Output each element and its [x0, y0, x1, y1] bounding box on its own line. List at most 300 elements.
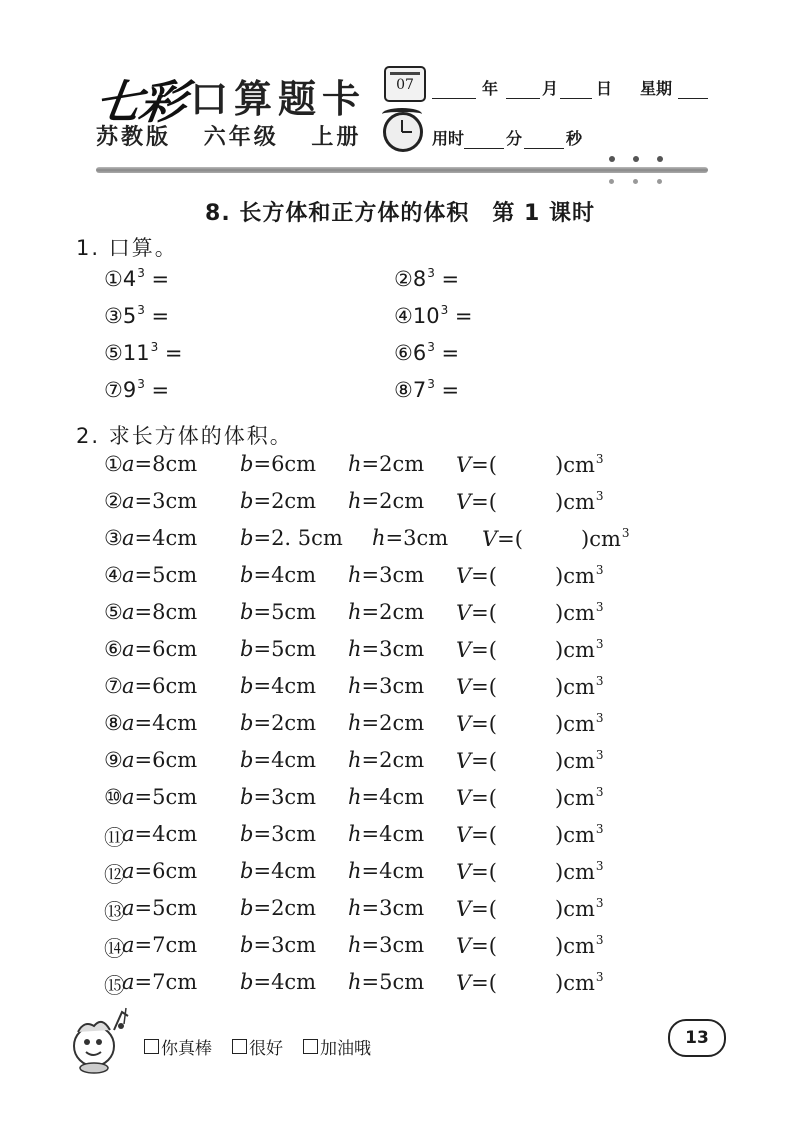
equals-sign: = [134, 896, 153, 920]
problem-number: ⑨ [104, 748, 123, 772]
dimension-value: 3cm [271, 822, 317, 846]
dimension-h [348, 563, 424, 587]
equals-sign: = [361, 822, 380, 846]
open-paren: ( [488, 897, 497, 921]
equals-sign: = [253, 933, 272, 957]
unit-cm: cm [563, 490, 595, 514]
dimension-h [348, 637, 424, 661]
unit-exponent: 3 [595, 489, 604, 503]
volume-answer [456, 637, 604, 662]
variable-a: a [122, 452, 135, 476]
dimension-value: 2cm [271, 896, 317, 920]
dimension-a [122, 711, 197, 735]
unit-exponent: 3 [595, 896, 604, 910]
variable-h: h [348, 711, 362, 735]
problem-number: ② [104, 489, 123, 513]
dimension-b [240, 859, 316, 883]
checkbox-icon[interactable] [232, 1039, 247, 1054]
power-exponent: 3 [137, 303, 145, 317]
variable-V: V [456, 823, 472, 847]
variable-V: V [456, 897, 472, 921]
dimension-a [122, 452, 197, 476]
unit-cm: cm [589, 527, 621, 551]
unit-exponent: 3 [595, 452, 604, 466]
open-paren: ( [488, 453, 497, 477]
equals-sign: = [134, 748, 153, 772]
open-paren: ( [488, 564, 497, 588]
dimension-h [348, 452, 424, 476]
problem-number: ⑮ [104, 974, 125, 998]
equals-sign: = [134, 859, 153, 883]
dimension-value: 4cm [152, 526, 198, 550]
equals-sign: = [361, 452, 380, 476]
power-base: 7 [412, 378, 427, 402]
problem-number: ④ [394, 304, 413, 328]
dimension-a [122, 563, 197, 587]
month-label: 月 [542, 79, 559, 98]
variable-b: b [240, 785, 254, 809]
equals-sign: = [253, 711, 272, 735]
variable-a: a [122, 970, 135, 994]
variable-b: b [240, 674, 254, 698]
dimension-value: 3cm [379, 933, 425, 957]
dimension-b [240, 896, 316, 920]
eval-great[interactable] [144, 1034, 212, 1059]
dimension-h [348, 748, 424, 772]
eval-good-label: 很好 [249, 1039, 283, 1059]
variable-b: b [240, 748, 254, 772]
dimension-b [240, 822, 316, 846]
unit-cm: cm [563, 675, 595, 699]
open-paren: ( [488, 860, 497, 884]
equals-sign: = [253, 526, 272, 550]
dimension-h [348, 896, 424, 920]
equals-sign: = [361, 859, 380, 883]
open-paren: ( [488, 934, 497, 958]
equals-sign: = [253, 600, 272, 624]
variable-b: b [240, 563, 254, 587]
edition-info [96, 120, 383, 151]
dimension-h [348, 785, 424, 809]
unit-exponent: 3 [595, 563, 604, 577]
dimension-h [348, 600, 424, 624]
variable-h: h [372, 526, 386, 550]
close-paren: ) [554, 601, 564, 625]
unit-exponent: 3 [595, 711, 604, 725]
open-paren: ( [488, 675, 497, 699]
dimension-a [122, 933, 197, 957]
variable-a: a [122, 711, 135, 735]
dimension-h [348, 970, 424, 994]
unit-exponent: 3 [595, 822, 604, 836]
dimension-b [240, 489, 316, 513]
dimension-value: 2. 5cm [271, 526, 343, 550]
open-paren: ( [488, 490, 497, 514]
unit-cm: cm [563, 749, 595, 773]
brand-logo: 七彩 [91, 75, 188, 129]
equals-sign: = [497, 527, 515, 551]
unit-cm: cm [563, 453, 595, 477]
dimension-h [372, 526, 448, 550]
variable-h: h [348, 674, 362, 698]
equals-sign: = [471, 638, 489, 662]
variable-b: b [240, 452, 254, 476]
close-paren: ) [554, 638, 564, 662]
volume-answer [456, 711, 604, 736]
unit-exponent: 3 [595, 970, 604, 984]
power-exponent: 3 [427, 377, 435, 391]
edition-publisher: 苏教版 [96, 125, 172, 150]
time-used-label: 用时 [432, 129, 465, 148]
dimension-value: 7cm [152, 933, 198, 957]
variable-b: b [240, 489, 254, 513]
equals-sign: = [158, 341, 183, 365]
dimension-a [122, 600, 197, 624]
edition-grade: 六年级 [203, 125, 279, 150]
equals-sign: = [253, 896, 272, 920]
q1-problem [394, 266, 459, 291]
problem-number: ③ [104, 304, 123, 328]
equals-sign: = [134, 489, 153, 513]
power-exponent: 3 [440, 303, 449, 317]
equals-sign: = [471, 897, 489, 921]
close-paren: ) [554, 934, 564, 958]
unit-cm: cm [563, 860, 595, 884]
problem-number: ① [104, 267, 123, 291]
close-paren: ) [554, 860, 564, 884]
open-paren: ( [488, 601, 497, 625]
dimension-b [240, 637, 316, 661]
dimension-a [122, 785, 197, 809]
problem-number: ④ [104, 563, 123, 587]
eval-good[interactable] [232, 1034, 283, 1059]
problem-number: ⑫ [104, 863, 125, 887]
minute-blank[interactable] [464, 132, 504, 149]
open-paren: ( [488, 786, 497, 810]
eval-great-label: 你真棒 [161, 1039, 212, 1059]
dimension-b [240, 674, 316, 698]
variable-a: a [122, 563, 135, 587]
open-paren: ( [488, 971, 497, 995]
unit-cm: cm [563, 601, 595, 625]
volume-answer [456, 674, 604, 699]
problem-number: ⑥ [104, 637, 123, 661]
variable-h: h [348, 563, 362, 587]
dimension-value: 2cm [271, 489, 317, 513]
q1-problem [394, 340, 459, 365]
problem-number: ⑭ [104, 937, 125, 961]
dimension-a [122, 896, 197, 920]
dimension-b [240, 748, 316, 772]
equals-sign: = [134, 563, 153, 587]
unit-exponent: 3 [595, 859, 604, 873]
unit-exponent: 3 [595, 748, 604, 762]
variable-b: b [240, 896, 254, 920]
equals-sign: = [144, 304, 170, 328]
variable-a: a [122, 526, 135, 550]
variable-h: h [348, 859, 362, 883]
variable-h: h [348, 896, 362, 920]
problem-number: ⑤ [104, 341, 123, 365]
power-exponent: 3 [150, 340, 159, 354]
dimension-value: 3cm [379, 637, 425, 661]
equals-sign: = [134, 822, 153, 846]
problem-number: ⑥ [394, 341, 413, 365]
equals-sign: = [253, 452, 272, 476]
equals-sign: = [471, 860, 489, 884]
dimension-value: 6cm [152, 674, 198, 698]
calendar-icon [384, 66, 426, 102]
day-blank[interactable] [560, 82, 592, 99]
equals-sign: = [361, 489, 380, 513]
variable-h: h [348, 785, 362, 809]
second-blank[interactable] [524, 132, 564, 149]
dimension-value: 2cm [379, 748, 425, 772]
equals-sign: = [471, 971, 489, 995]
dimension-value: 4cm [271, 859, 317, 883]
equals-sign: = [361, 563, 380, 587]
equals-sign: = [144, 378, 170, 402]
problem-number: ⑦ [104, 378, 123, 402]
dimension-b [240, 711, 316, 735]
dimension-h [348, 711, 424, 735]
minute-label: 分 [506, 129, 523, 148]
problem-number: ⑪ [104, 826, 125, 850]
second-label: 秒 [566, 129, 583, 148]
dimension-value: 5cm [271, 637, 317, 661]
month-blank[interactable] [506, 82, 540, 99]
variable-b: b [240, 970, 254, 994]
calendar-day: 07 [396, 77, 414, 93]
problem-number: ⑧ [104, 711, 123, 735]
variable-b: b [240, 822, 254, 846]
dimension-value: 3cm [379, 896, 425, 920]
year-blank[interactable] [432, 82, 476, 99]
equals-sign: = [471, 786, 489, 810]
dimension-h [348, 933, 424, 957]
close-paren: ) [554, 712, 564, 736]
volume-answer [456, 748, 604, 773]
dimension-b [240, 526, 343, 550]
volume-answer [456, 489, 604, 514]
equals-sign: = [253, 785, 272, 809]
dimension-value: 3cm [271, 933, 317, 957]
unit-cm: cm [563, 934, 595, 958]
problem-number: ⑤ [104, 600, 123, 624]
variable-a: a [122, 859, 135, 883]
dimension-value: 4cm [379, 785, 425, 809]
volume-answer [456, 452, 604, 477]
equals-sign: = [434, 341, 460, 365]
power-base: 8 [412, 267, 427, 291]
dimension-b [240, 933, 316, 957]
dimension-value: 5cm [271, 600, 317, 624]
close-paren: ) [554, 786, 564, 810]
dimension-value: 4cm [379, 859, 425, 883]
variable-h: h [348, 970, 362, 994]
volume-answer [456, 896, 604, 921]
dimension-value: 5cm [152, 785, 198, 809]
close-paren: ) [554, 675, 564, 699]
equals-sign: = [361, 674, 380, 698]
variable-b: b [240, 526, 254, 550]
close-paren: ) [554, 971, 564, 995]
variable-a: a [122, 600, 135, 624]
variable-b: b [240, 637, 254, 661]
variable-b: b [240, 711, 254, 735]
equals-sign: = [434, 267, 460, 291]
clock-icon [383, 112, 423, 152]
q1-problem [394, 303, 472, 328]
equals-sign: = [471, 675, 489, 699]
checkbox-icon[interactable] [303, 1039, 318, 1054]
page-number: 13 [668, 1019, 726, 1057]
dimension-value: 4cm [271, 970, 317, 994]
variable-b: b [240, 933, 254, 957]
problem-number: ⑦ [104, 674, 123, 698]
equals-sign: = [134, 637, 153, 661]
open-paren: ( [488, 712, 497, 736]
equals-sign: = [134, 711, 153, 735]
equals-sign: = [471, 823, 489, 847]
variable-h: h [348, 933, 362, 957]
equals-sign: = [253, 563, 272, 587]
variable-a: a [122, 896, 135, 920]
open-paren: ( [488, 823, 497, 847]
power-base: 4 [122, 267, 137, 291]
dimension-value: 6cm [152, 637, 198, 661]
power-base: 5 [122, 304, 137, 328]
unit-exponent: 3 [595, 933, 604, 947]
power-exponent: 3 [427, 340, 435, 354]
volume-answer [456, 600, 604, 625]
equals-sign: = [471, 490, 489, 514]
equals-sign: = [471, 749, 489, 773]
dimension-h [348, 674, 424, 698]
unit-cm: cm [563, 823, 595, 847]
dimension-value: 3cm [271, 785, 317, 809]
variable-V: V [456, 490, 472, 514]
checkbox-icon[interactable] [144, 1039, 159, 1054]
lesson-title: 8. 长方体和正方体的体积 第 1 课时 [205, 201, 595, 226]
dimension-value: 4cm [271, 674, 317, 698]
power-exponent: 3 [427, 266, 435, 280]
dimension-value: 8cm [152, 600, 198, 624]
equals-sign: = [471, 712, 489, 736]
year-label: 年 [482, 79, 499, 98]
problem-number: ② [394, 267, 413, 291]
q1-problem [104, 266, 169, 291]
dimension-value: 4cm [271, 748, 317, 772]
problem-number: ⑧ [394, 378, 413, 402]
problem-number: ③ [104, 526, 123, 550]
variable-V: V [456, 675, 472, 699]
problem-number: ⑬ [104, 900, 125, 924]
unit-cm: cm [563, 638, 595, 662]
variable-a: a [122, 748, 135, 772]
dimension-a [122, 674, 197, 698]
self-evaluation [144, 1034, 371, 1059]
unit-cm: cm [563, 786, 595, 810]
unit-cm: cm [563, 712, 595, 736]
equals-sign: = [134, 452, 153, 476]
equals-sign: = [253, 674, 272, 698]
power-base: 9 [122, 378, 137, 402]
equals-sign: = [253, 970, 272, 994]
variable-V: V [456, 601, 472, 625]
q1-problem [394, 377, 459, 402]
dimension-value: 4cm [271, 563, 317, 587]
q1-title: 1. 口算。 [76, 236, 178, 260]
equals-sign: = [144, 267, 170, 291]
dimension-a [122, 859, 197, 883]
weekday-label: 星期 [640, 79, 673, 98]
dimension-value: 4cm [152, 822, 198, 846]
equals-sign: = [134, 674, 153, 698]
variable-h: h [348, 600, 362, 624]
power-exponent: 3 [137, 377, 145, 391]
dimension-a [122, 970, 197, 994]
volume-answer [456, 859, 604, 884]
dimension-b [240, 785, 316, 809]
equals-sign: = [361, 970, 380, 994]
equals-sign: = [361, 711, 380, 735]
variable-a: a [122, 489, 135, 513]
unit-exponent: 3 [595, 600, 604, 614]
problem-number: ① [104, 452, 123, 476]
dimension-value: 2cm [379, 489, 425, 513]
variable-V: V [456, 564, 472, 588]
dimension-a [122, 748, 197, 772]
equals-sign: = [361, 896, 380, 920]
equals-sign: = [361, 933, 380, 957]
variable-V: V [456, 786, 472, 810]
dimension-value: 6cm [152, 859, 198, 883]
power-base: 11 [122, 341, 150, 365]
dimension-value: 2cm [379, 452, 425, 476]
close-paren: ) [554, 490, 564, 514]
eval-try-harder[interactable] [303, 1034, 371, 1059]
equals-sign: = [361, 748, 380, 772]
q1-problem [104, 340, 182, 365]
weekday-blank[interactable] [678, 82, 708, 99]
q2-title: 2. 求长方体的体积。 [76, 424, 293, 448]
q1-problem [104, 303, 169, 328]
dimension-b [240, 563, 316, 587]
dimension-value: 8cm [152, 452, 198, 476]
q1-problem [104, 377, 169, 402]
equals-sign: = [134, 933, 153, 957]
equals-sign: = [361, 785, 380, 809]
mascot-illustration [66, 1002, 136, 1074]
variable-h: h [348, 637, 362, 661]
close-paren: ) [580, 527, 590, 551]
unit-cm: cm [563, 564, 595, 588]
equals-sign: = [361, 637, 380, 661]
equals-sign: = [253, 637, 272, 661]
variable-h: h [348, 822, 362, 846]
problem-number: ⑩ [104, 785, 123, 809]
equals-sign: = [134, 970, 153, 994]
dimension-value: 3cm [403, 526, 449, 550]
dimension-h [348, 822, 424, 846]
variable-h: h [348, 452, 362, 476]
volume-answer [456, 933, 604, 958]
equals-sign: = [134, 600, 153, 624]
equals-sign: = [253, 859, 272, 883]
close-paren: ) [554, 749, 564, 773]
time-fill-row [432, 126, 582, 149]
